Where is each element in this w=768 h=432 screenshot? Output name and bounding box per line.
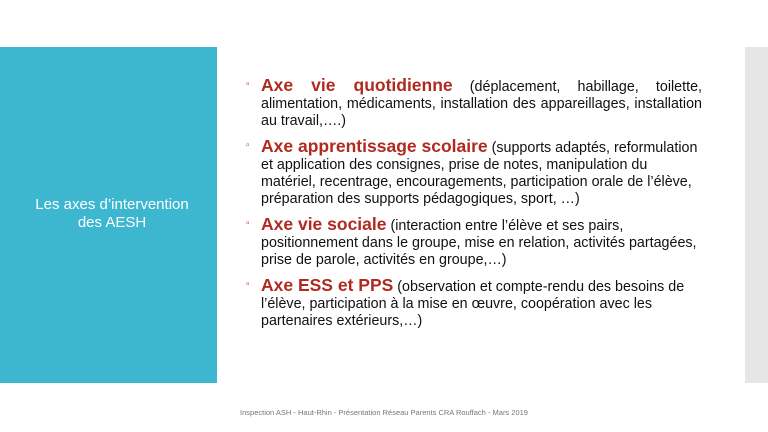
- bullet-text: (déplacement, habillage, toilette, alimentation, médicaments, installation des appareillages, installation au travail,….): [261, 79, 702, 129]
- bullet-item-apprentissage-scolaire: [246, 138, 702, 208]
- bullet-item-vie-sociale: [246, 216, 702, 269]
- bullet-text: (observation et compte-rendu des besoins de l’élève, participation à la mise en œuvre, coopération avec les partenaires extérieurs,…): [261, 279, 685, 329]
- bullet-icon: ▫: [246, 79, 250, 90]
- bullet-icon: ▫: [246, 218, 250, 229]
- side-bar: [745, 47, 768, 383]
- bullet-text: (interaction entre l’élève et ses pairs, positionnement dans le groupe, mise en relation, activités partagées, prise de parole, activités en groupe,…): [261, 218, 697, 268]
- slide-title: Les axes d’intervention des AESH: [35, 196, 189, 231]
- bullet-item-ess-pps: [246, 277, 702, 330]
- bullet-text: (supports adaptés, reformulation et application des consignes, prise de notes, manipulation du matériel, recentrage, encouragements, participation orale de l’élève, préparation des supports pédagogiques, sport, …): [261, 140, 698, 207]
- bullet-icon: ▫: [246, 279, 250, 290]
- bullet-heading: Axe vie quotidienne: [261, 75, 453, 95]
- bullet-heading: Axe ESS et PPS: [261, 275, 394, 295]
- bullet-heading: Axe apprentissage scolaire: [261, 136, 488, 156]
- bullet-heading: Axe vie sociale: [261, 214, 387, 234]
- bullet-icon: ▫: [246, 140, 250, 151]
- slide-footer: Inspection ASH - Haut-Rhin - Présentation Réseau Parents CRA Rouffach - Mars 2019: [240, 408, 528, 417]
- bullet-item-vie-quotidienne: [246, 77, 702, 130]
- bullet-list: [246, 77, 702, 338]
